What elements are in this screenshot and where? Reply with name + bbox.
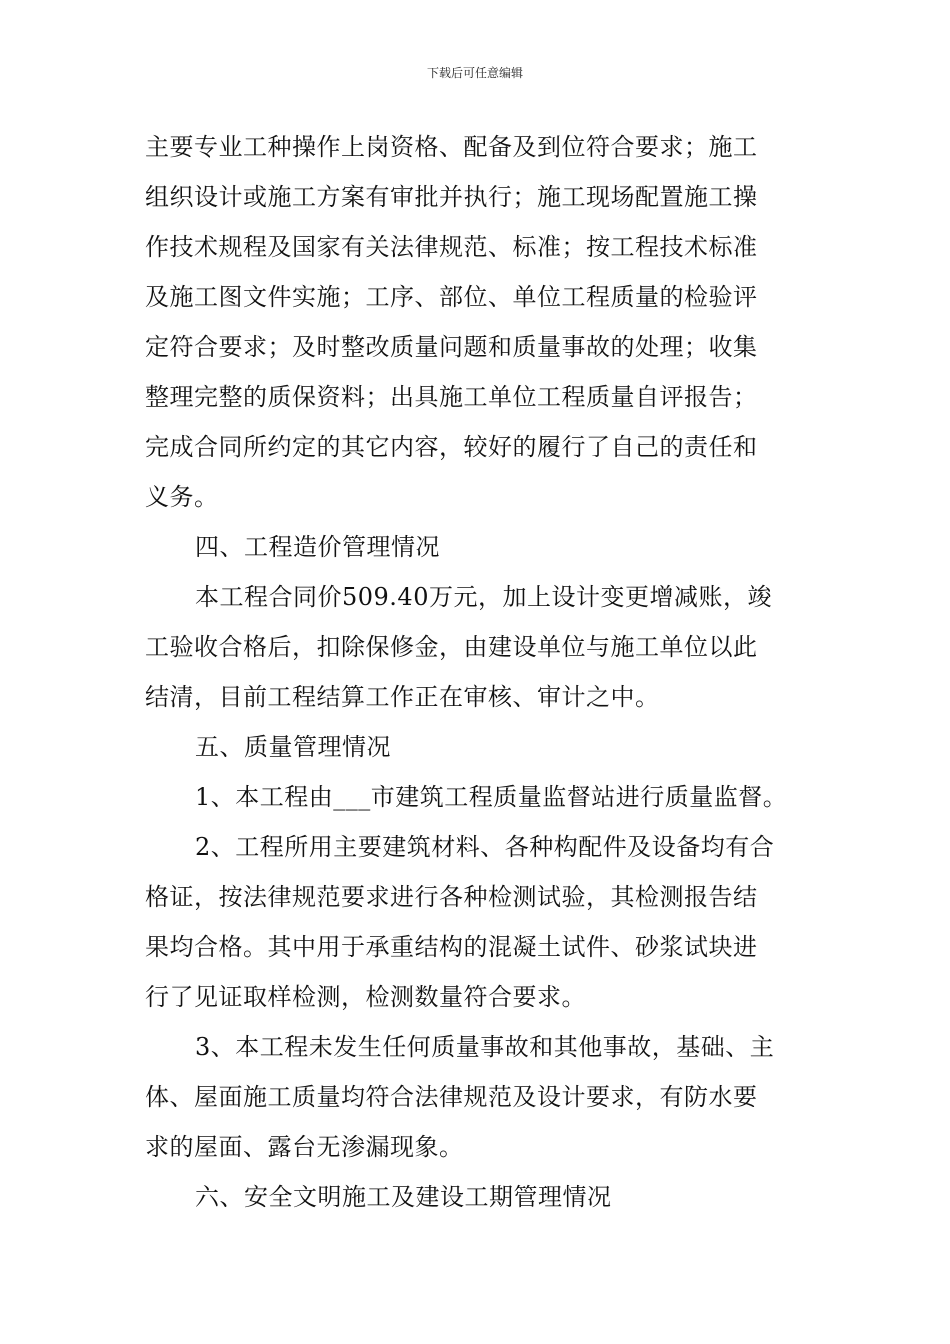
text-line: 完成合同所约定的其它内容，较好的履行了自己的责任和 <box>145 433 758 461</box>
text-line: 作技术规程及国家有关法律规范、标准；按工程技术标准 <box>145 233 758 261</box>
text-line: 行了见证取样检测，检测数量符合要求。 <box>145 983 586 1011</box>
page-header: 下载后可任意编辑 <box>426 66 523 80</box>
text-line: 结清，目前工程结算工作正在审核、审计之中。 <box>145 683 660 711</box>
section-heading: 五、质量管理情况 <box>195 733 391 761</box>
text-line: 2、工程所用主要建筑材料、各种构配件及设备均有合 <box>195 833 775 861</box>
text-line: 本工程合同价509.40万元，加上设计变更增减账，竣 <box>195 583 772 611</box>
text-line: 及施工图文件实施；工序、部位、单位工程质量的检验评 <box>145 283 758 311</box>
section-heading: 六、安全文明施工及建设工期管理情况 <box>195 1183 612 1211</box>
text-line: 1、本工程由___市建筑工程质量监督站进行质量监督。 <box>195 783 788 811</box>
text-line: 主要专业工种操作上岗资格、配备及到位符合要求；施工 <box>145 133 758 161</box>
text-line: 工验收合格后，扣除保修金，由建设单位与施工单位以此 <box>145 633 758 661</box>
text-line: 3、本工程未发生任何质量事故和其他事故，基础、主 <box>195 1033 775 1061</box>
body-text <box>145 122 810 1222</box>
text-line: 格证，按法律规范要求进行各种检测试验，其检测报告结 <box>145 883 758 911</box>
text-line: 整理完整的质保资料；出具施工单位工程质量自评报告； <box>145 383 758 411</box>
text-line: 组织设计或施工方案有审批并执行；施工现场配置施工操 <box>145 183 758 211</box>
text-line: 义务。 <box>145 483 219 511</box>
section-heading: 四、工程造价管理情况 <box>195 533 440 561</box>
text-line: 定符合要求；及时整改质量问题和质量事故的处理；收集 <box>145 333 758 361</box>
text-line: 果均合格。其中用于承重结构的混凝土试件、砂浆试块进 <box>145 933 758 961</box>
text-line: 求的屋面、露台无渗漏现象。 <box>145 1133 464 1161</box>
text-line: 体、屋面施工质量均符合法律规范及设计要求，有防水要 <box>145 1083 758 1111</box>
